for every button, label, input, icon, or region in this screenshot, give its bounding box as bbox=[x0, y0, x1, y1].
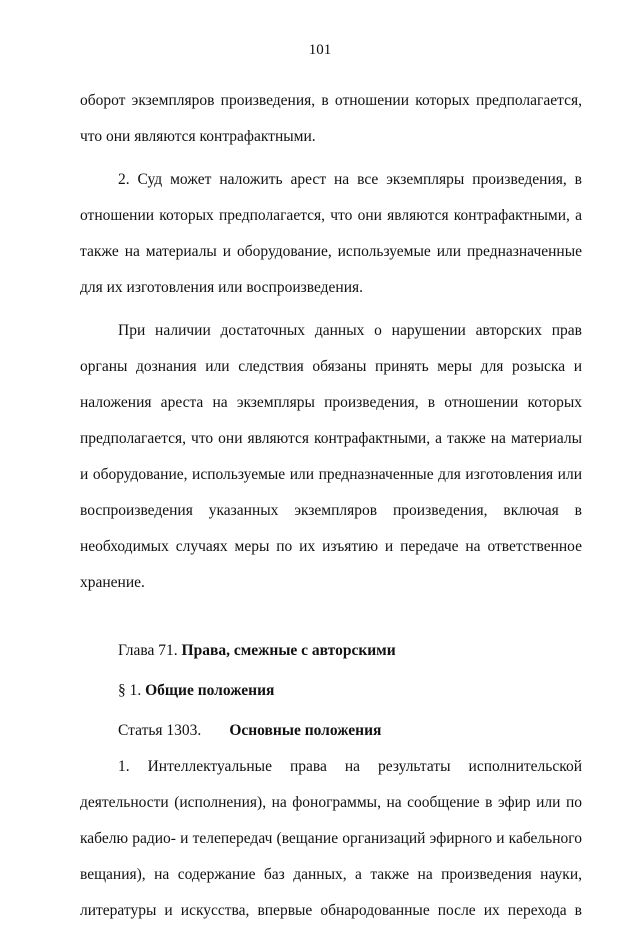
paragraph-court-seizure: 2. Суд может наложить арест на все экземпляры произведения, в отношении которых предполагается, что они являются контрафактными, а также на материалы и оборудование, используемые или предназначенные для их изготовления или воспроизведения. bbox=[80, 171, 582, 296]
article-paragraph-1: 1. Интеллектуальные права на результаты исполнительской деятельности (исполнения), на фонограммы, на сообщение в эфир или по кабелю радио- и телепередач (вещание организаций эфирного и кабельного вещания), на содержание баз данных, а также на произведения науки, литературы и искусства, впервые обнародованные после их перехода в bbox=[80, 758, 582, 919]
article-title: Основные положения bbox=[229, 722, 382, 739]
document-body bbox=[80, 83, 582, 929]
page-number: 101 bbox=[308, 42, 332, 58]
chapter-heading bbox=[80, 633, 582, 669]
section-title: Общие положения bbox=[145, 682, 275, 699]
chapter-title: Права, смежные с авторскими bbox=[181, 642, 396, 659]
paragraph-continuation: оборот экземпляров произведения, в отношении которых предполагается, что они являются контрафактными. bbox=[80, 92, 582, 145]
chapter-label: Глава 71. bbox=[118, 642, 178, 659]
article-heading bbox=[80, 713, 582, 749]
paragraph-investigation-measures: При наличии достаточных данных о нарушении авторских прав органы дознания или следствия обязаны принять меры для розыска и наложения ареста на экземпляры произведения, в отношении которых предполагается, что они являются контрафактными, а также на материалы и оборудование, используемые или предназначенные для изготовления или воспроизведения указанных экземпляров произведения, включая в необходимых случаях меры по их изъятию и передаче на ответственное хранение. bbox=[80, 322, 582, 591]
section-label: § 1. bbox=[118, 682, 142, 699]
article-label: Статья 1303. bbox=[118, 722, 202, 739]
section-heading bbox=[80, 673, 582, 709]
